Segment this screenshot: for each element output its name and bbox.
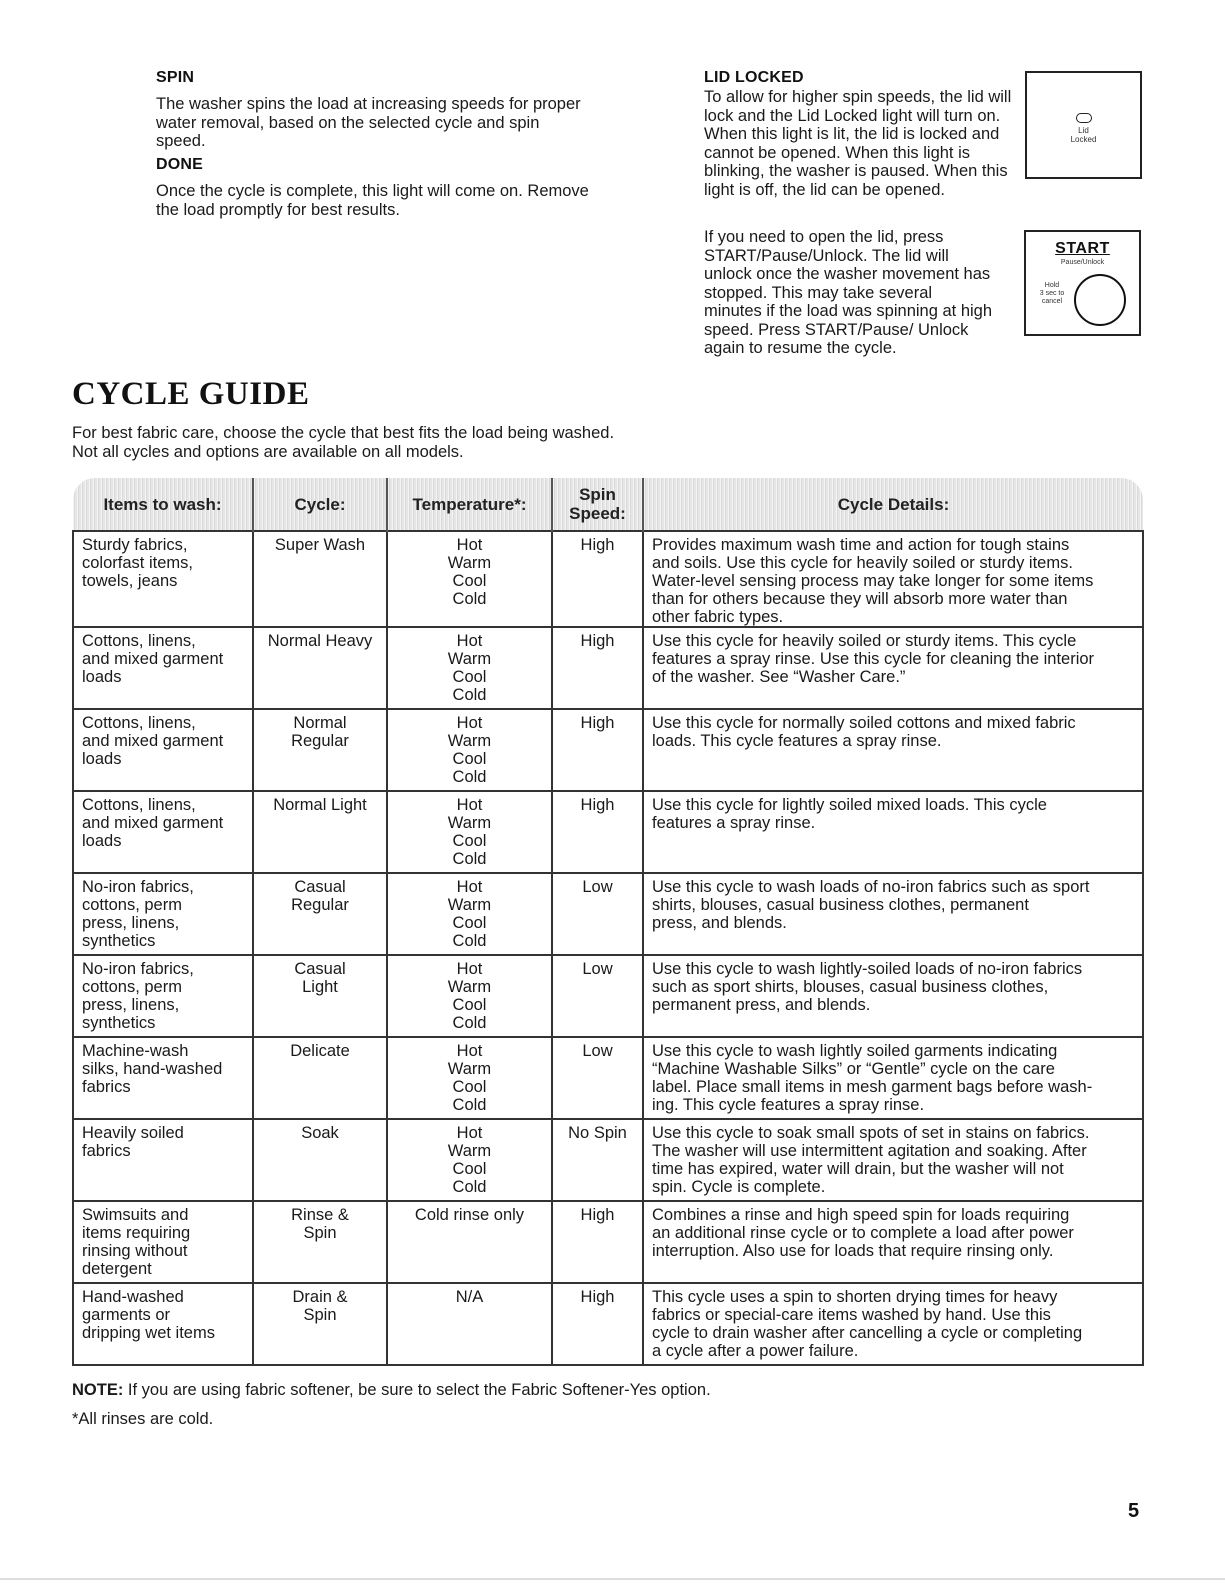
cell-temperature-line: Cool [452, 996, 487, 1014]
cell-details-line: features a spray rinse. [652, 814, 816, 832]
cell-cycle [253, 955, 387, 1037]
cell-temperature-line: Hot [456, 878, 483, 896]
cell-temperature-line: Cool [452, 832, 487, 850]
cell-temperature-line: Cold [452, 1178, 487, 1196]
cell-details-line: The washer will use intermittent agitation and soaking. After [652, 1142, 1087, 1160]
cell-items-line: synthetics [82, 932, 156, 950]
bottom-rule [0, 1578, 1225, 1580]
cell-items-line: and mixed garment [82, 732, 224, 750]
cell-cycle-line: Drain & [292, 1288, 348, 1306]
cycle-guide-intro [72, 424, 772, 461]
cell-cycle [253, 1119, 387, 1201]
cell-details-line: permanent press, and blends. [652, 996, 871, 1014]
intro-line: Not all cycles and options are available on all models. [72, 442, 464, 461]
table-row [73, 791, 1143, 873]
cell-temperature-line: Warm [447, 650, 492, 668]
cell-cycle [253, 1283, 387, 1365]
cell-temperature-line: Warm [447, 1142, 492, 1160]
cell-details-line: label. Place small items in mesh garment bags before wash- [652, 1078, 1093, 1096]
cell-cycle-line: Normal Light [273, 796, 367, 814]
cell-temperature [387, 873, 552, 955]
header-spin-line: Spin [579, 485, 616, 504]
page-number: 5 [1128, 1500, 1140, 1522]
cell-spin-speed: High [552, 627, 643, 709]
cell-details-line: of the washer. See “Washer Care.” [652, 668, 906, 686]
lid-locked-indicator-label [1027, 126, 1140, 144]
cell-temperature-line: Hot [456, 1124, 483, 1142]
cell-cycle-line: Super Wash [274, 536, 366, 554]
cell-items-line: Machine-wash [82, 1042, 189, 1060]
cell-temperature-line: Hot [456, 960, 483, 978]
header-details: Cycle Details: [643, 478, 1143, 531]
cell-cycle-line: Spin [303, 1306, 337, 1324]
cell-temperature-line: Hot [456, 796, 483, 814]
hold-line: 3 sec to [1039, 290, 1065, 297]
cell-details [643, 627, 1143, 709]
cell-items-line: rinsing without [82, 1242, 188, 1260]
cell-items-line: detergent [82, 1260, 152, 1278]
cell-cycle [253, 1201, 387, 1283]
cell-items-line: fabrics [82, 1078, 131, 1096]
cell-items-line: and mixed garment [82, 814, 224, 832]
cell-items [73, 873, 253, 955]
cell-items-line: loads [82, 668, 122, 686]
cell-items-line: loads [82, 750, 122, 768]
cell-temperature-line: Cool [452, 572, 487, 590]
cell-details [643, 791, 1143, 873]
cell-cycle-line: Regular [291, 896, 349, 914]
cell-items [73, 531, 253, 627]
cell-details-line: a cycle after a power failure. [652, 1342, 859, 1360]
start-circle-icon [1074, 274, 1126, 326]
cell-items-line: towels, jeans [82, 572, 178, 590]
done-description: Once the cycle is complete, this light will come on. Remove the load promptly for best results. [156, 182, 589, 219]
cell-cycle [253, 627, 387, 709]
cell-temperature-line: Cold [452, 932, 487, 950]
cell-spin-speed: Low [552, 955, 643, 1037]
cell-items-line: and mixed garment [82, 650, 224, 668]
cell-items-line: No-iron fabrics, [82, 878, 194, 896]
cell-cycle-line: Delicate [290, 1042, 350, 1060]
cell-temperature-line: Cool [452, 750, 487, 768]
table-row [73, 709, 1143, 791]
cell-details-line: Use this cycle to wash lightly soiled garments indicating [652, 1042, 1058, 1060]
cell-items [73, 627, 253, 709]
cell-details-line: features a spray rinse. Use this cycle for cleaning the interior [652, 650, 1095, 668]
cell-temperature-line: Cool [452, 668, 487, 686]
cell-temperature-line: Cold [452, 768, 487, 786]
cell-details [643, 1283, 1143, 1365]
cell-details [643, 1037, 1143, 1119]
cell-spin-speed: High [552, 791, 643, 873]
cell-details-line: cycle to drain washer after cancelling a cycle or completing [652, 1324, 1083, 1342]
cell-details-line: loads. This cycle features a spray rinse. [652, 732, 942, 750]
cell-temperature-line: Cold [452, 850, 487, 868]
fabric-softener-note [72, 1381, 711, 1400]
cell-details-line: Use this cycle for heavily soiled or sturdy items. This cycle [652, 632, 1077, 650]
cell-spin-speed: High [552, 1201, 643, 1283]
cell-details-line: Use this cycle to wash lightly-soiled loads of no-iron fabrics [652, 960, 1083, 978]
cell-cycle-line: Spin [303, 1224, 337, 1242]
cell-items-line: Hand-washed [82, 1288, 184, 1306]
start-sublabel: Pause/Unlock [1060, 259, 1105, 266]
cell-temperature-line: Hot [456, 714, 483, 732]
lid-label-line: Locked [1070, 135, 1097, 144]
cell-cycle-line: Normal [293, 714, 347, 732]
cell-cycle [253, 1037, 387, 1119]
cell-items [73, 1283, 253, 1365]
start-button-illustration [1024, 230, 1141, 336]
cell-items-line: Cottons, linens, [82, 632, 196, 650]
header-items: Items to wash: [73, 478, 253, 531]
hold-line: cancel [1041, 298, 1063, 305]
cell-items-line: Swimsuits and [82, 1206, 189, 1224]
cell-items-line: cottons, perm [82, 978, 182, 996]
lid-label-line: Lid [1078, 126, 1089, 135]
header-temperature: Temperature*: [387, 478, 552, 531]
cell-details-line: fabrics or special-care items washed by hand. Use this [652, 1306, 1051, 1324]
cell-details-line: than for others because they will absorb more water than [652, 590, 1068, 608]
cell-details [643, 531, 1143, 627]
cycle-guide-title: CYCLE GUIDE [72, 376, 310, 412]
cell-spin-speed: High [552, 1283, 643, 1365]
cell-temperature-line: Warm [447, 554, 492, 572]
cell-cycle-line: Regular [291, 732, 349, 750]
cell-items [73, 1201, 253, 1283]
cell-temperature-line: Hot [456, 536, 483, 554]
cell-items-line: fabrics [82, 1142, 131, 1160]
header-spin-line: Speed: [569, 504, 626, 523]
table-row [73, 1201, 1143, 1283]
cell-temperature-line: Hot [456, 632, 483, 650]
cell-items-line: No-iron fabrics, [82, 960, 194, 978]
cell-details [643, 1201, 1143, 1283]
table-row [73, 873, 1143, 955]
header-cycle: Cycle: [253, 478, 387, 531]
cell-items-line: Cottons, linens, [82, 796, 196, 814]
cell-items-line: synthetics [82, 1014, 156, 1032]
cell-items [73, 955, 253, 1037]
note-text: If you are using fabric softener, be sure to select the Fabric Softener-Yes option. [123, 1381, 711, 1399]
table-row [73, 1119, 1143, 1201]
cell-details-line: press, and blends. [652, 914, 787, 932]
cell-items-line: Heavily soiled [82, 1124, 184, 1142]
cell-details [643, 709, 1143, 791]
lid-unlock-instructions: If you need to open the lid, press START/Pause/Unlock. The lid will unlock once the washer movement has stopped. This may take several minutes if the load was spinning at high speed. Press START/Pause/ Unlock again to resume the cycle. [704, 228, 993, 357]
cell-details-line: This cycle uses a spin to shorten drying times for heavy [652, 1288, 1058, 1306]
cell-items-line: garments or [82, 1306, 171, 1324]
cell-temperature-line: Cold [452, 590, 487, 608]
cell-details-line: spin. Cycle is complete. [652, 1178, 826, 1196]
cell-details [643, 873, 1143, 955]
table-header-row [73, 478, 1143, 531]
cell-temperature-line: Cool [452, 1160, 487, 1178]
cell-items-line: loads [82, 832, 122, 850]
cell-temperature [387, 1037, 552, 1119]
spin-description: The washer spins the load at increasing speeds for proper water removal, based on the selected cycle and spin speed. [156, 95, 581, 150]
cell-temperature-line: Warm [447, 1060, 492, 1078]
cell-details-line: Combines a rinse and high speed spin for loads requiring [652, 1206, 1070, 1224]
cell-items-line: Sturdy fabrics, [82, 536, 188, 554]
cell-details-line: Provides maximum wash time and action for tough stains [652, 536, 1070, 554]
table-row [73, 627, 1143, 709]
cell-spin-speed: High [552, 531, 643, 627]
cell-temperature [387, 1201, 552, 1283]
cell-items-line: dripping wet items [82, 1324, 215, 1342]
intro-line: For best fabric care, choose the cycle that best fits the load being washed. [72, 424, 615, 442]
cell-temperature-line: Cold rinse only [414, 1206, 525, 1224]
cell-details-line: such as sport shirts, blouses, casual business clothes, [652, 978, 1049, 996]
cell-temperature-line: Cool [452, 914, 487, 932]
lid-locked-description: To allow for higher spin speeds, the lid will lock and the Lid Locked light will turn on. When this light is lit, the lid is locked and cannot be opened. When this light is blinking, the washer is paused. When this light is off, the lid can be opened. [704, 88, 1012, 199]
table-row [73, 531, 1143, 627]
cell-items-line: silks, hand-washed [82, 1060, 223, 1078]
cell-temperature-line: N/A [455, 1288, 484, 1306]
cell-details-line: interruption. Also use for loads that require rinsing only. [652, 1242, 1054, 1260]
cell-details-line: Use this cycle to soak small spots of set in stains on fabrics. [652, 1124, 1090, 1142]
cell-cycle [253, 791, 387, 873]
cell-temperature-line: Cold [452, 686, 487, 704]
cell-details-line: shirts, blouses, casual business clothes, permanent [652, 896, 1029, 914]
cell-items-line: press, linens, [82, 996, 180, 1014]
table-body [73, 531, 1143, 1365]
cell-temperature [387, 955, 552, 1037]
table-row [73, 1283, 1143, 1365]
cell-cycle-line: Soak [301, 1124, 339, 1142]
cell-cycle [253, 873, 387, 955]
cell-items-line: items requiring [82, 1224, 191, 1242]
cell-details [643, 1119, 1143, 1201]
header-spin-speed [552, 478, 643, 531]
start-label: START [1055, 240, 1110, 257]
cell-cycle [253, 531, 387, 627]
cell-cycle-line: Rinse & [291, 1206, 349, 1224]
table-row [73, 1037, 1143, 1119]
cell-temperature-line: Warm [447, 978, 492, 996]
cell-cycle-line: Casual [294, 878, 346, 896]
cell-temperature-line: Cold [452, 1096, 487, 1114]
cell-temperature [387, 1283, 552, 1365]
cell-details-line: “Machine Washable Silks” or “Gentle” cycle on the care [652, 1060, 1055, 1078]
cell-cycle-line: Light [302, 978, 338, 996]
cell-details-line: Use this cycle to wash loads of no-iron fabrics such as sport [652, 878, 1090, 896]
cell-temperature [387, 791, 552, 873]
cell-temperature [387, 531, 552, 627]
cell-items-line: Cottons, linens, [82, 714, 196, 732]
cell-spin-speed: No Spin [552, 1119, 643, 1201]
cell-temperature [387, 1119, 552, 1201]
start-hold-label [1032, 282, 1072, 306]
done-heading: DONE [156, 156, 204, 173]
cell-items-line: press, linens, [82, 914, 180, 932]
cell-details-line: time has expired, water will drain, but the washer will not [652, 1160, 1064, 1178]
cell-details-line: other fabric types. [652, 608, 784, 626]
cell-spin-speed: Low [552, 1037, 643, 1119]
cell-details-line: ing. This cycle features a spray rinse. [652, 1096, 925, 1114]
cell-cycle-line: Normal Heavy [267, 632, 373, 650]
spin-heading: SPIN [156, 69, 195, 86]
cell-details-line: Water-level sensing process may take longer for some items [652, 572, 1094, 590]
cell-cycle [253, 709, 387, 791]
cell-temperature-line: Warm [447, 896, 492, 914]
lid-locked-light-icon [1076, 113, 1092, 123]
cell-temperature [387, 709, 552, 791]
cell-temperature-line: Hot [456, 1042, 483, 1060]
cell-details-line: an additional rinse cycle or to complete a load after power [652, 1224, 1074, 1242]
cell-items-line: cottons, perm [82, 896, 182, 914]
rinse-footnote: *All rinses are cold. [72, 1410, 214, 1428]
cycle-guide-table [72, 478, 1144, 1366]
cell-items [73, 1119, 253, 1201]
lid-locked-indicator [1025, 71, 1142, 179]
note-label: NOTE: [72, 1381, 124, 1399]
hold-line: Hold [1044, 282, 1060, 289]
cell-items [73, 791, 253, 873]
cell-items [73, 709, 253, 791]
cell-cycle-line: Casual [294, 960, 346, 978]
cell-details-line: Use this cycle for normally soiled cottons and mixed fabric [652, 714, 1076, 732]
cell-temperature [387, 627, 552, 709]
cell-spin-speed: Low [552, 873, 643, 955]
cell-spin-speed: High [552, 709, 643, 791]
cell-items [73, 1037, 253, 1119]
cell-items-line: colorfast items, [82, 554, 193, 572]
lid-locked-heading: LID LOCKED [704, 69, 804, 86]
cell-temperature-line: Warm [447, 814, 492, 832]
cell-temperature-line: Warm [447, 732, 492, 750]
cell-temperature-line: Cool [452, 1078, 487, 1096]
cell-details-line: and soils. Use this cycle for heavily soiled or sturdy items. [652, 554, 1073, 572]
table-row [73, 955, 1143, 1037]
cell-temperature-line: Cold [452, 1014, 487, 1032]
cell-details [643, 955, 1143, 1037]
cell-details-line: Use this cycle for lightly soiled mixed loads. This cycle [652, 796, 1047, 814]
